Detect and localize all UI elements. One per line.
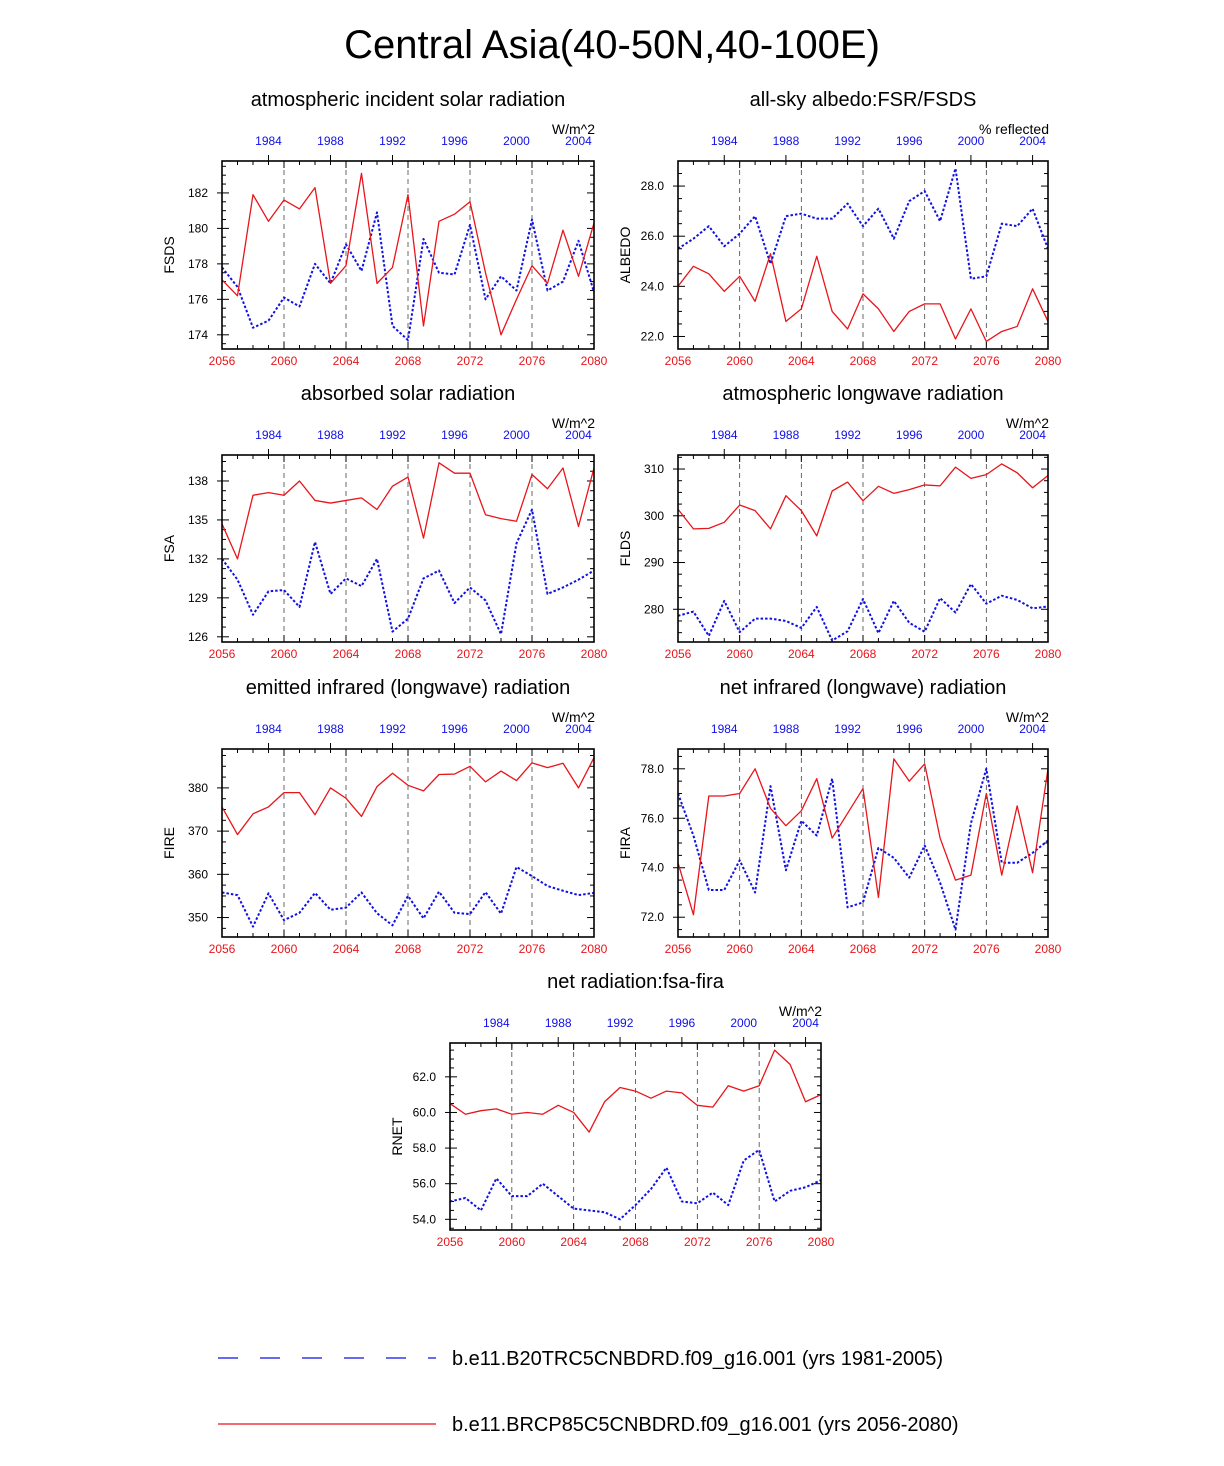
y-tick-label: 72.0 (640, 910, 664, 925)
x-tick-label-top: 2000 (957, 428, 985, 442)
x-tick-label-bottom: 2068 (622, 1235, 649, 1249)
y-tick-label: 132 (187, 551, 208, 566)
x-tick-label-bottom: 2080 (807, 1235, 835, 1249)
x-tick-label-bottom: 2068 (849, 942, 877, 956)
x-tick-label-top: 2000 (957, 134, 985, 148)
x-tick-label-top: 2000 (503, 722, 530, 736)
x-tick-label-top: 2004 (565, 428, 592, 442)
x-tick-label-top: 1996 (668, 1016, 696, 1030)
y-tick-label: 126 (187, 629, 208, 644)
x-tick-label-bottom: 2068 (394, 647, 422, 661)
y-tick-label: 22.0 (640, 329, 664, 344)
x-tick-label-bottom: 2072 (456, 647, 484, 661)
x-tick-label-top: 1992 (379, 428, 406, 442)
x-tick-label-bottom: 2068 (849, 647, 877, 661)
x-tick-label-top: 1996 (441, 428, 468, 442)
series-line-historical (222, 212, 594, 340)
x-tick-label-bottom: 2072 (456, 354, 484, 368)
x-tick-label-top: 1984 (255, 134, 282, 148)
y-axis-label: FLDS (617, 530, 633, 567)
legend-label-future: b.e11.BRCP85C5CNBDRD.f09_g16.001 (yrs 2056-2080) (452, 1414, 959, 1436)
x-tick-label-top: 1984 (710, 134, 738, 148)
x-tick-label-top: 2004 (1019, 722, 1046, 736)
y-tick-label: 129 (187, 590, 208, 605)
x-tick-label-top: 1992 (834, 428, 861, 442)
x-tick-label-bottom: 2060 (270, 647, 298, 661)
x-tick-label-bottom: 2072 (911, 942, 939, 956)
x-tick-label-top: 1996 (895, 428, 923, 442)
units-label: W/m^2 (551, 121, 595, 137)
x-tick-label-top: 1996 (895, 134, 923, 148)
y-tick-label: 176 (187, 292, 208, 307)
y-tick-label: 350 (187, 910, 208, 925)
x-tick-label-top: 1996 (441, 722, 468, 736)
x-tick-label-bottom: 2080 (1034, 647, 1062, 661)
panel-title: net radiation:fsa-fira (547, 971, 724, 993)
y-tick-label: 28.0 (640, 179, 664, 194)
x-tick-label-bottom: 2080 (1034, 354, 1062, 368)
y-tick-label: 26.0 (640, 229, 664, 244)
x-tick-label-bottom: 2056 (436, 1235, 464, 1249)
x-tick-label-top: 2000 (730, 1016, 758, 1030)
x-tick-label-bottom: 2064 (560, 1235, 588, 1249)
y-tick-label: 76.0 (640, 811, 664, 826)
y-tick-label: 370 (187, 824, 208, 839)
x-tick-label-bottom: 2068 (394, 942, 422, 956)
y-tick-label: 78.0 (640, 761, 664, 776)
y-tick-label: 380 (187, 780, 208, 795)
x-tick-label-bottom: 2076 (518, 942, 546, 956)
x-tick-label-top: 2004 (1019, 428, 1046, 442)
x-tick-label-bottom: 2060 (726, 354, 754, 368)
y-axis-label: FIRA (617, 827, 633, 859)
y-tick-label: 182 (187, 185, 208, 200)
y-tick-label: 135 (187, 512, 208, 527)
x-tick-label-bottom: 2056 (664, 354, 692, 368)
x-tick-label-top: 1988 (317, 134, 344, 148)
y-tick-label: 310 (643, 462, 664, 477)
x-tick-label-bottom: 2068 (849, 354, 877, 368)
x-tick-label-bottom: 2076 (972, 354, 1000, 368)
y-tick-label: 58.0 (412, 1141, 436, 1156)
x-tick-label-top: 2000 (957, 722, 985, 736)
x-tick-label-top: 1988 (772, 428, 800, 442)
x-tick-label-top: 1992 (379, 134, 406, 148)
x-tick-label-bottom: 2072 (911, 647, 939, 661)
y-tick-label: 62.0 (412, 1069, 436, 1084)
x-tick-label-bottom: 2076 (972, 942, 1000, 956)
x-tick-label-bottom: 2076 (518, 647, 546, 661)
x-tick-label-top: 1984 (483, 1016, 510, 1030)
y-axis-label: FSA (161, 534, 177, 563)
units-label: % reflected (978, 121, 1049, 137)
x-tick-label-bottom: 2072 (683, 1235, 711, 1249)
y-tick-label: 360 (187, 867, 208, 882)
y-tick-label: 174 (187, 327, 208, 342)
x-tick-label-top: 1988 (317, 722, 344, 736)
legend-label-historical: b.e11.B20TRC5CNBDRD.f09_g16.001 (yrs 1981-2005) (452, 1348, 944, 1370)
x-tick-label-top: 1992 (379, 722, 406, 736)
x-tick-label-bottom: 2064 (332, 354, 360, 368)
x-tick-label-bottom: 2072 (456, 942, 484, 956)
x-tick-label-bottom: 2072 (911, 354, 939, 368)
x-tick-label-top: 1984 (710, 722, 738, 736)
x-tick-label-top: 1988 (772, 134, 800, 148)
x-tick-label-top: 2004 (792, 1016, 819, 1030)
x-tick-label-top: 1992 (834, 722, 861, 736)
y-tick-label: 54.0 (412, 1212, 436, 1227)
chart-panel (161, 677, 608, 956)
x-tick-label-bottom: 2080 (580, 354, 608, 368)
chart-panel (617, 89, 1062, 368)
y-tick-label: 178 (187, 256, 208, 271)
panel-title: all-sky albedo:FSR/FSDS (749, 89, 977, 111)
x-tick-label-bottom: 2076 (518, 354, 546, 368)
y-tick-label: 56.0 (412, 1176, 436, 1191)
x-tick-label-top: 1984 (710, 428, 738, 442)
panel-title: absorbed solar radiation (300, 383, 516, 405)
y-axis-label: RNET (389, 1117, 405, 1156)
x-tick-label-top: 2004 (1019, 134, 1046, 148)
x-tick-label-top: 1984 (255, 722, 282, 736)
chart-panel (617, 677, 1062, 956)
x-tick-label-bottom: 2056 (664, 647, 692, 661)
x-tick-label-top: 1992 (606, 1016, 634, 1030)
x-tick-label-top: 1988 (772, 722, 800, 736)
figure-title: Central Asia(40-50N,40-100E) (344, 23, 880, 67)
x-tick-label-top: 1996 (441, 134, 468, 148)
x-tick-label-bottom: 2064 (787, 647, 815, 661)
x-tick-label-bottom: 2060 (270, 942, 298, 956)
x-tick-label-top: 2004 (565, 134, 592, 148)
x-tick-label-bottom: 2060 (270, 354, 298, 368)
x-tick-label-bottom: 2056 (208, 647, 236, 661)
y-tick-label: 290 (643, 555, 664, 570)
panel-title: atmospheric incident solar radiation (250, 89, 566, 111)
x-tick-label-bottom: 2060 (498, 1235, 526, 1249)
chart-panel (161, 89, 608, 368)
y-tick-label: 24.0 (640, 279, 664, 294)
x-tick-label-top: 1992 (834, 134, 861, 148)
x-tick-label-bottom: 2056 (208, 354, 236, 368)
units-label: W/m^2 (778, 1003, 822, 1019)
x-tick-label-bottom: 2080 (580, 647, 608, 661)
x-tick-label-bottom: 2064 (332, 942, 360, 956)
x-tick-label-bottom: 2064 (787, 354, 815, 368)
legend (218, 1348, 959, 1436)
units-label: W/m^2 (551, 415, 595, 431)
y-tick-label: 74.0 (640, 860, 664, 875)
units-label: W/m^2 (1005, 415, 1049, 431)
units-label: W/m^2 (1005, 709, 1049, 725)
x-tick-label-top: 1988 (317, 428, 344, 442)
x-tick-label-top: 1988 (544, 1016, 572, 1030)
x-tick-label-bottom: 2064 (332, 647, 360, 661)
chart-panel (161, 383, 608, 661)
x-tick-label-bottom: 2056 (664, 942, 692, 956)
panel-title: emitted infrared (longwave) radiation (245, 677, 571, 699)
x-tick-label-bottom: 2068 (394, 354, 422, 368)
x-tick-label-top: 1984 (255, 428, 282, 442)
y-axis-label: FIRE (161, 827, 177, 859)
x-tick-label-top: 2004 (565, 722, 592, 736)
y-tick-label: 138 (187, 473, 208, 488)
y-tick-label: 60.0 (412, 1105, 436, 1120)
y-axis-label: ALBEDO (617, 226, 633, 284)
y-tick-label: 280 (643, 602, 664, 617)
x-tick-label-top: 1996 (895, 722, 923, 736)
x-tick-label-bottom: 2064 (787, 942, 815, 956)
y-tick-label: 300 (643, 508, 664, 523)
panel-title: net infrared (longwave) radiation (719, 677, 1007, 699)
chart-panel (389, 971, 835, 1249)
x-tick-label-bottom: 2080 (580, 942, 608, 956)
panel-title: atmospheric longwave radiation (722, 383, 1004, 405)
chart-panel (617, 383, 1062, 661)
x-tick-label-top: 2000 (503, 134, 530, 148)
x-tick-label-bottom: 2076 (972, 647, 1000, 661)
y-tick-label: 180 (187, 221, 208, 236)
x-tick-label-bottom: 2060 (726, 647, 754, 661)
panels (161, 89, 1062, 1249)
x-tick-label-bottom: 2076 (745, 1235, 773, 1249)
x-tick-label-bottom: 2056 (208, 942, 236, 956)
x-tick-label-bottom: 2060 (726, 942, 754, 956)
units-label: W/m^2 (551, 709, 595, 725)
x-tick-label-top: 2000 (503, 428, 530, 442)
x-tick-label-bottom: 2080 (1034, 942, 1062, 956)
y-axis-label: FSDS (161, 236, 177, 274)
series-line-future (678, 759, 1048, 915)
